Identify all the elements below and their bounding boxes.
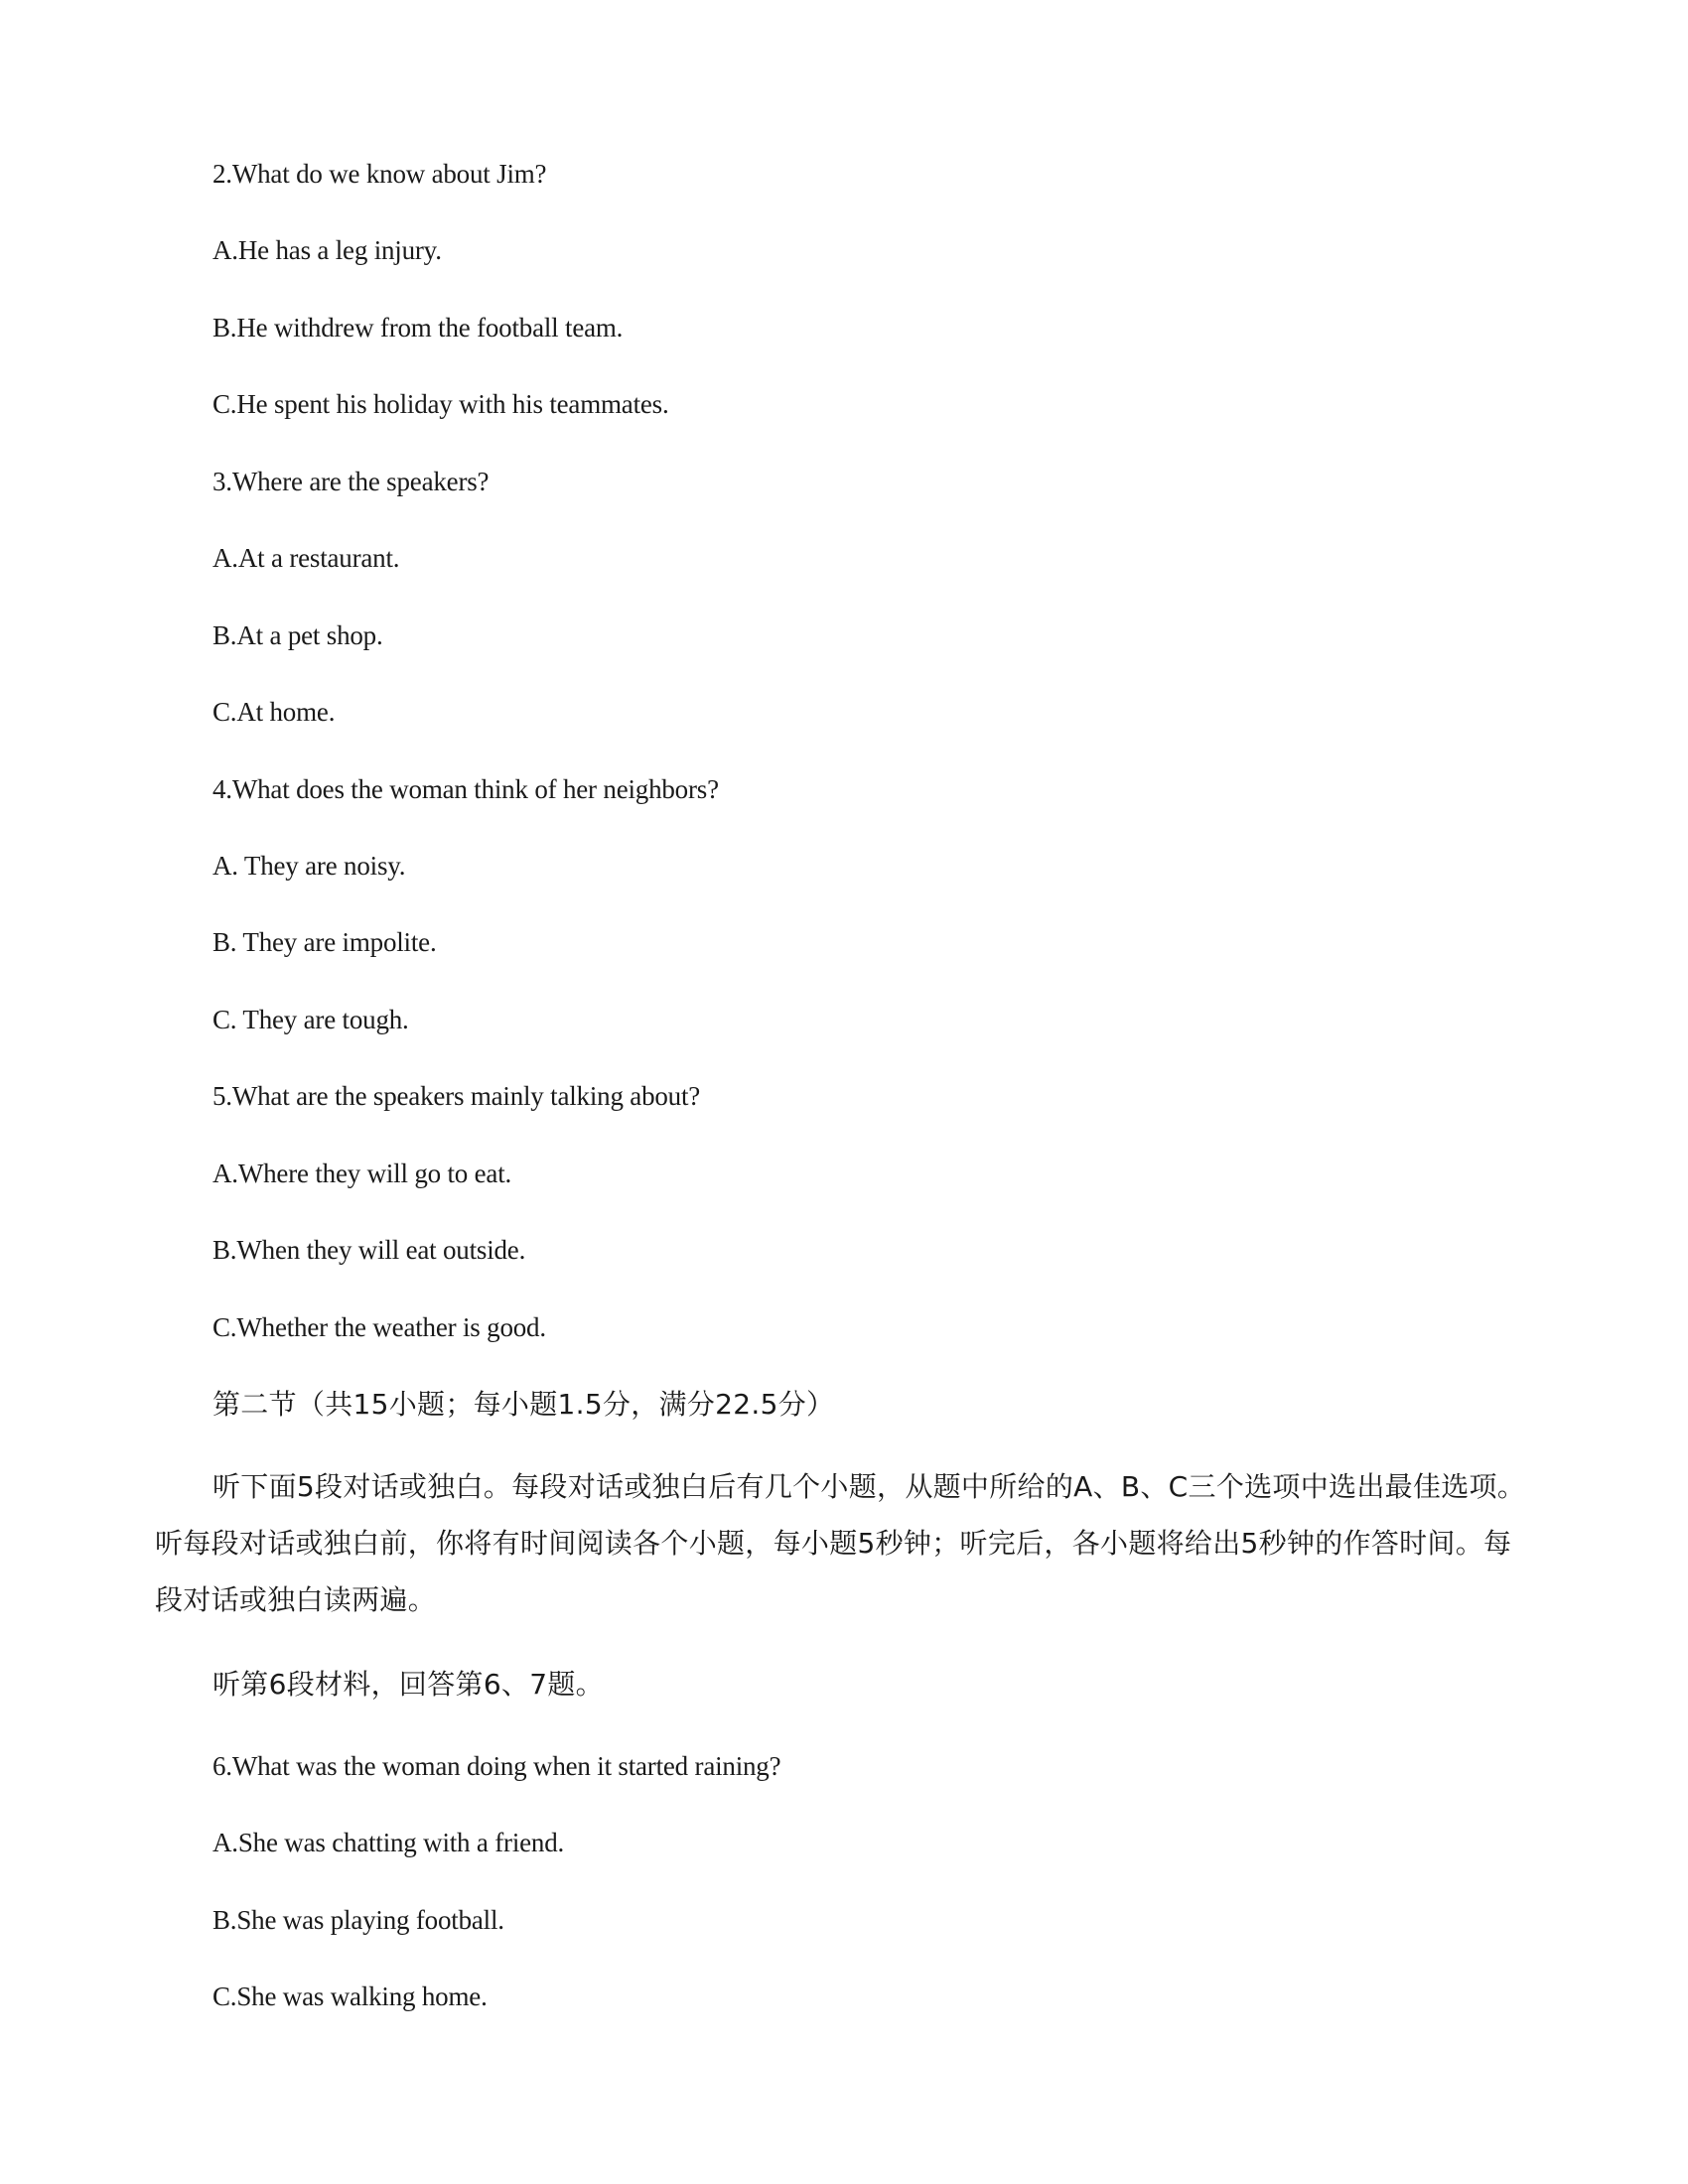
- question-6: 6.What was the woman doing when it started raining?: [212, 1751, 781, 1781]
- option-2b: B.He withdrew from the football team.: [212, 313, 624, 342]
- option-6b: B.She was playing football.: [212, 1905, 504, 1935]
- question-3: 3.Where are the speakers?: [212, 467, 490, 496]
- section-2-instructions: 听下面5段对话或独白。每段对话或独白后有几个小题，从题中所给的A、B、C三个选项中选出最佳选项。听每段对话或独白前，你将有时间阅读各个小题，每小题5秒钟；听完后，各小题将给出5秒钟的作答时间。每段对话或独白读两遍。: [155, 1470, 1526, 1616]
- option-5b: B.When they will eat outside.: [212, 1235, 526, 1265]
- option-6a: A.She was chatting with a friend.: [212, 1828, 565, 1857]
- option-6c: C.She was walking home.: [212, 1981, 488, 2011]
- option-2a: A.He has a leg injury.: [212, 235, 442, 265]
- question-4: 4.What does the woman think of her neighbors?: [212, 774, 719, 804]
- question-5: 5.What are the speakers mainly talking about?: [212, 1081, 701, 1111]
- section-2-heading: 第二节（共15小题；每小题1.5分，满分22.5分）: [212, 1388, 835, 1421]
- material-6-instruction: 听第6段材料，回答第6、7题。: [212, 1668, 604, 1701]
- question-2: 2.What do we know about Jim?: [212, 159, 547, 189]
- option-4a: A. They are noisy.: [212, 851, 406, 881]
- option-3b: B.At a pet shop.: [212, 620, 383, 650]
- option-3a: A.At a restaurant.: [212, 543, 400, 573]
- option-4c: C. They are tough.: [212, 1005, 409, 1034]
- option-2c: C.He spent his holiday with his teammates.: [212, 389, 669, 419]
- option-3c: C.At home.: [212, 697, 336, 727]
- option-5a: A.Where they will go to eat.: [212, 1159, 512, 1188]
- option-4b: B. They are impolite.: [212, 927, 437, 957]
- option-5c: C.Whether the weather is good.: [212, 1312, 546, 1342]
